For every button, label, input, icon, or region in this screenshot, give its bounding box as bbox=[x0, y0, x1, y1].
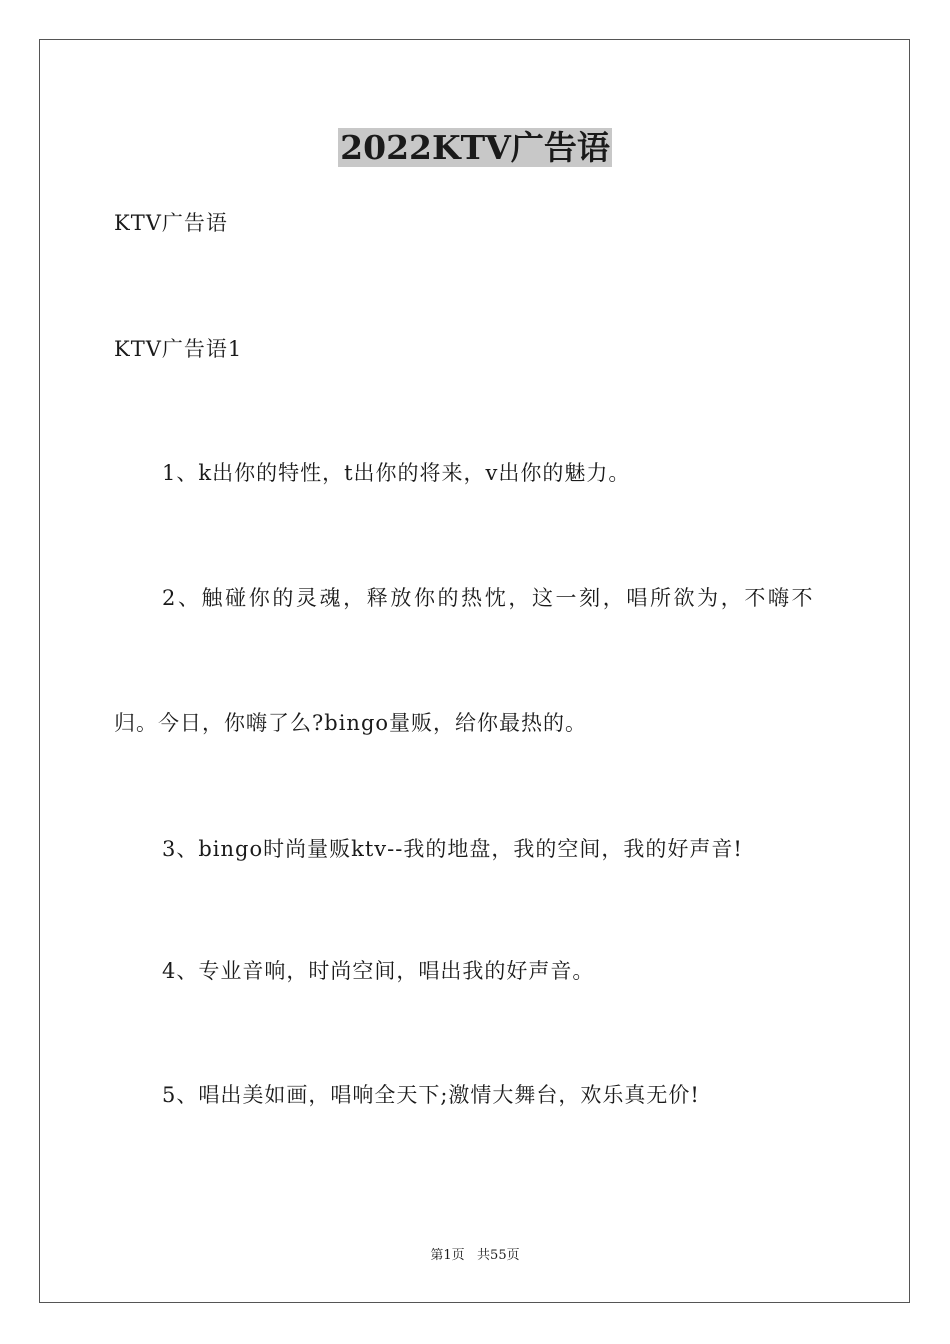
paragraph-item-4: 4、专业音响，时尚空间，唱出我的好声音。 bbox=[162, 959, 595, 983]
paragraph-item-3: 3、bingo时尚量贩ktv--我的地盘，我的空间，我的好声音! bbox=[162, 837, 743, 861]
paragraph-item-2-continued: 归。今日，你嗨了么?bingo量贩，给你最热的。 bbox=[114, 711, 588, 735]
paragraph-item-5: 5、唱出美如画，唱响全天下;激情大舞台，欢乐真无价! bbox=[162, 1083, 700, 1107]
paragraph-item-1: 1、k出你的特性，t出你的将来，v出你的魅力。 bbox=[162, 461, 631, 485]
page-number-footer: 第1页 共55页 bbox=[430, 1248, 520, 1263]
document-title bbox=[0, 128, 950, 168]
document-title-text: 2022KTV广告语 bbox=[340, 128, 610, 167]
paragraph-item-2: 2、触碰你的灵魂，释放你的热忱，这一刻，唱所欲为，不嗨不 bbox=[162, 586, 816, 610]
section-heading: KTV广告语 bbox=[114, 211, 228, 235]
section-subheading: KTV广告语1 bbox=[114, 337, 243, 361]
